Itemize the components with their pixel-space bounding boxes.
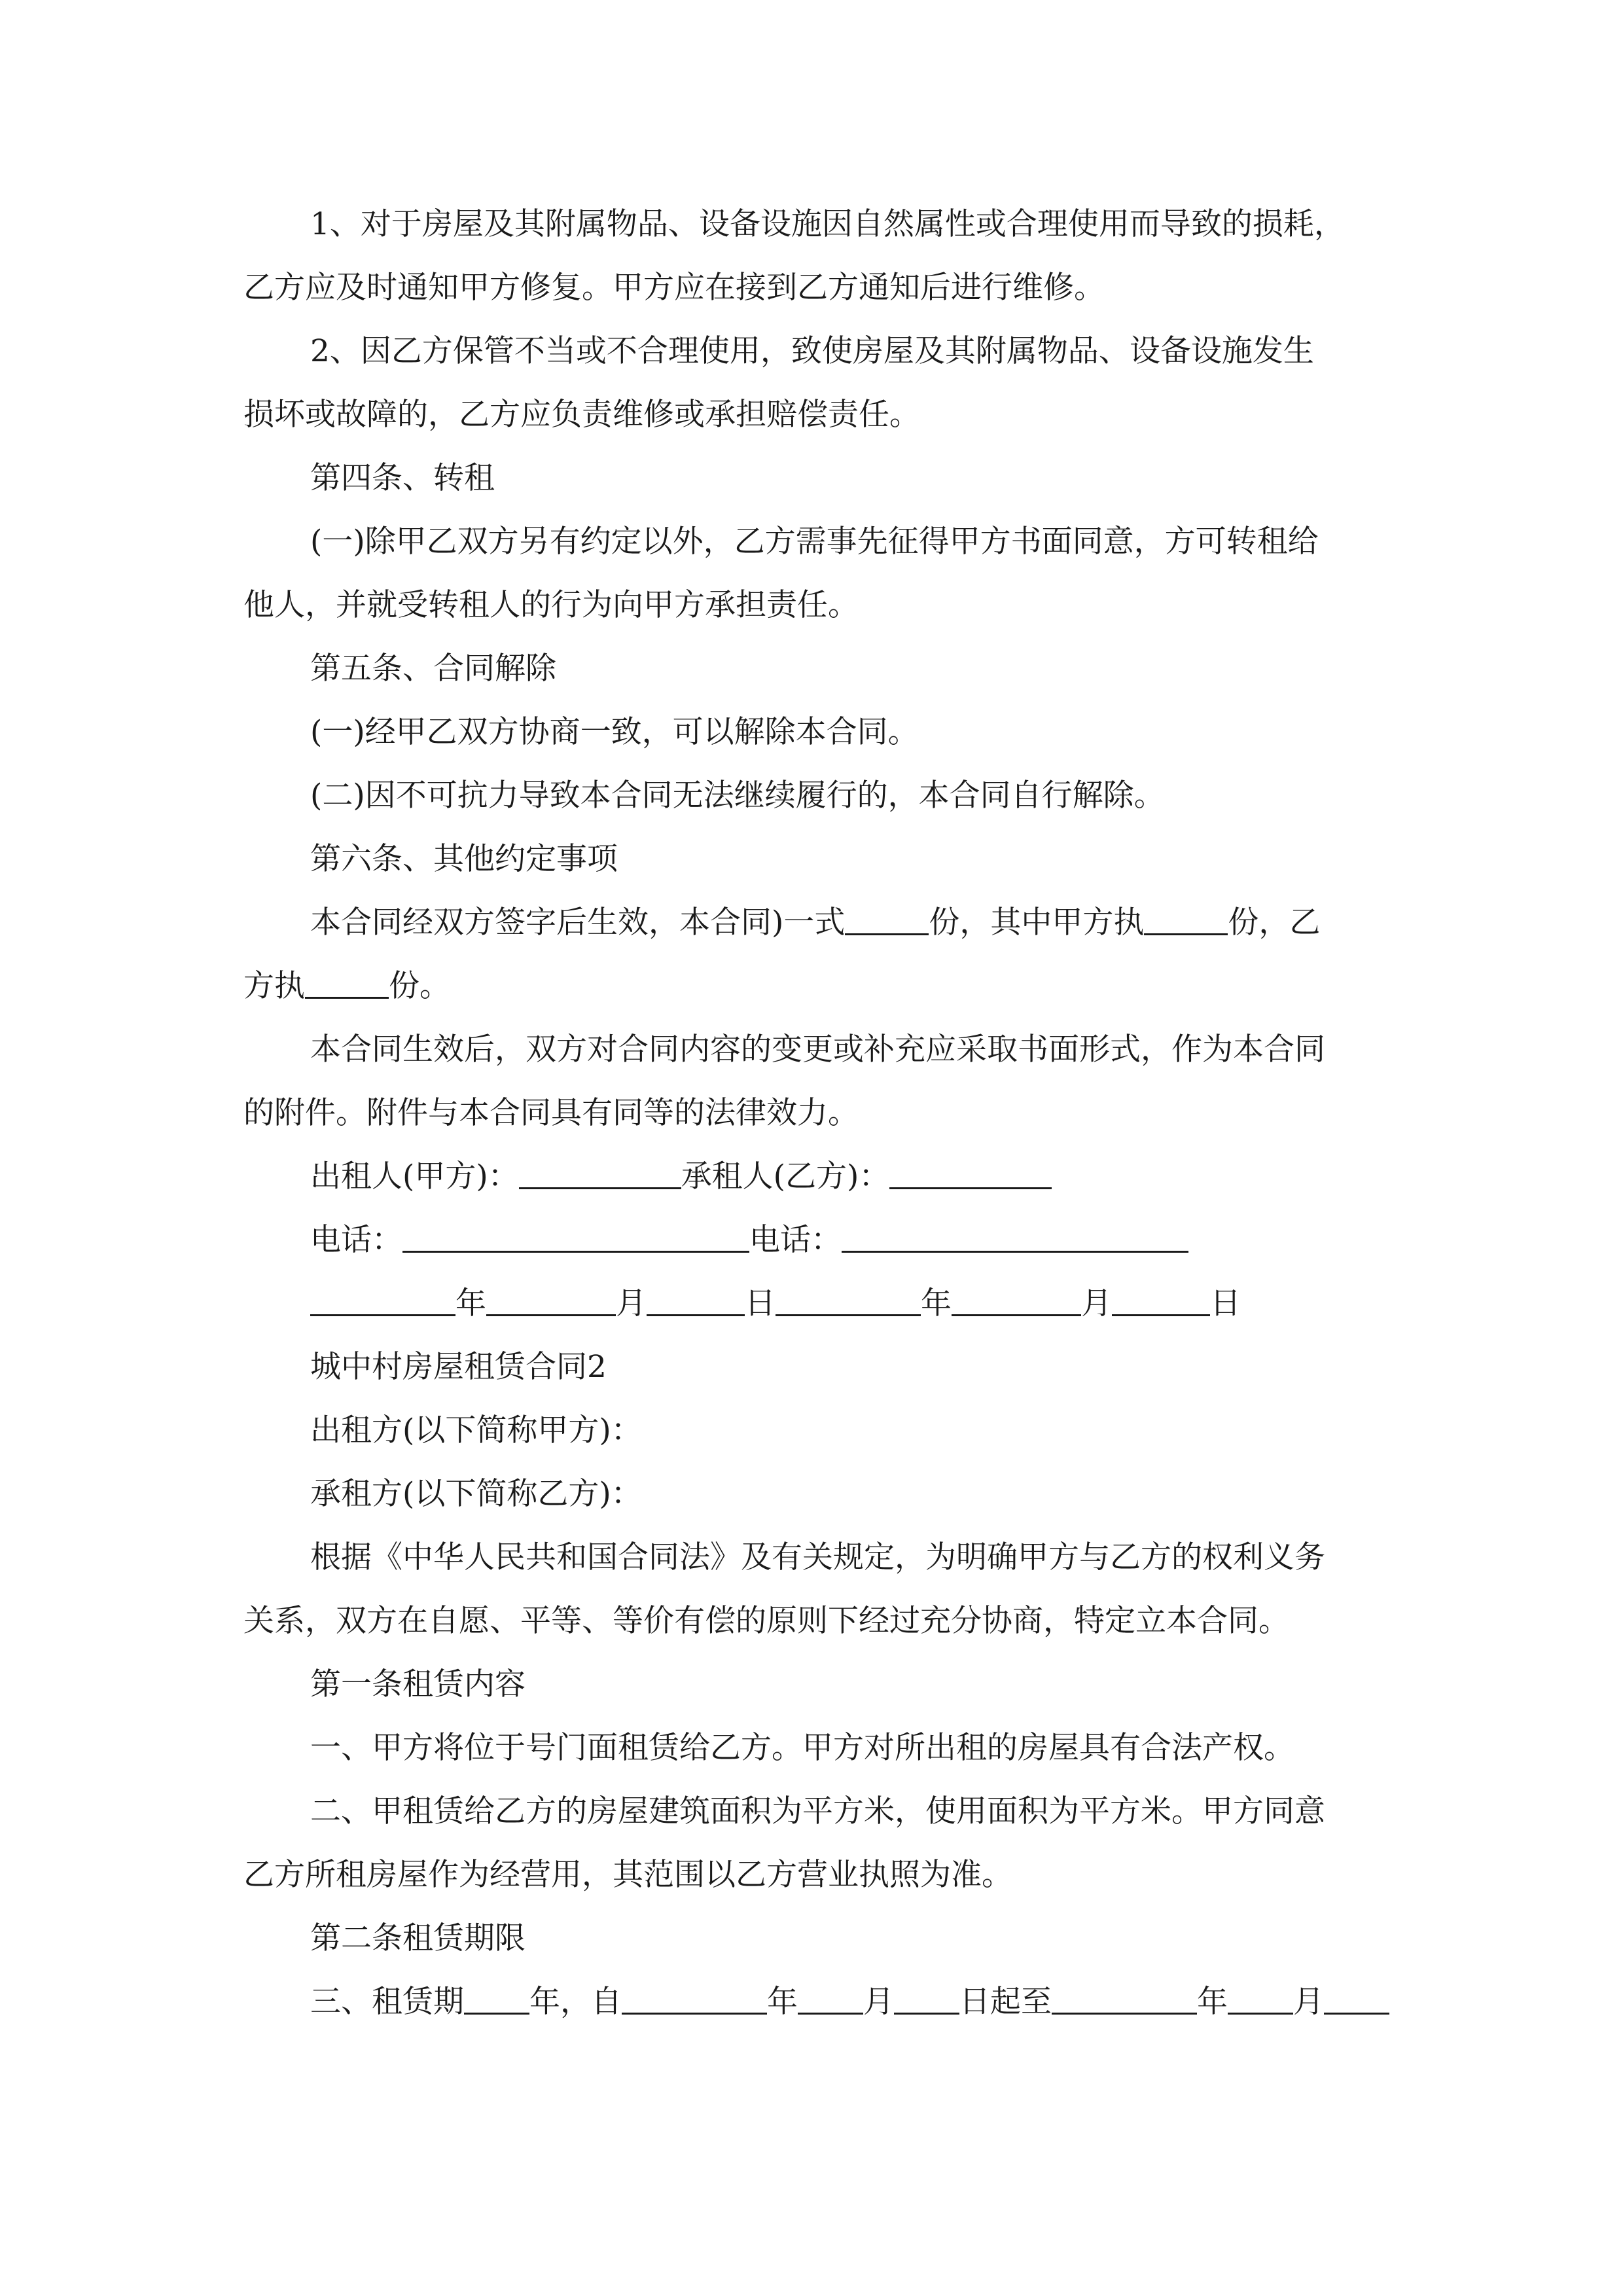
contract-2-article-1-item-2-line-2: 乙方所租房屋作为经营用，其范围以乙方营业执照为准。 (243, 1857, 1012, 1893)
article-6-para-line-1: 本合同生效后，双方对合同内容的变更或补充应采取书面形式，作为本合同 (310, 1031, 1325, 1067)
article-5-item-1: (一)经甲乙双方协商一致，可以解除本合同。 (310, 714, 919, 750)
contract-2-lessee: 承租方(以下简称乙方)： (310, 1476, 642, 1512)
term-text-f: 年 (1197, 1984, 1228, 2020)
date-b-day: 日 (1210, 1285, 1241, 1321)
signature-parties-line (310, 1157, 1052, 1196)
copies-party-b-blank[interactable] (305, 971, 389, 999)
term-text-e: 日起至 (959, 1984, 1052, 2020)
date-b-day-blank[interactable] (1112, 1288, 1210, 1316)
repair-clause-2-line-1: 2、因乙方保管不当或不合理使用，致使房屋及其附属物品、设备设施发生 (310, 333, 1314, 369)
term-text-a: 三、租赁期 (310, 1984, 464, 2020)
term-end-day-blank[interactable] (1324, 1986, 1389, 2015)
date-b-month: 月 (1081, 1285, 1112, 1321)
copies-text-d: 方执 (243, 968, 305, 1004)
term-text-d: 月 (863, 1984, 894, 2020)
article-6-copies-line-1 (310, 903, 1320, 942)
copies-text-c: 份，乙 (1228, 905, 1321, 941)
term-text-b: 年，自 (529, 1984, 622, 2020)
term-end-year-blank[interactable] (1052, 1986, 1197, 2015)
article-4-para-line-1: (一)除甲乙双方另有约定以外，乙方需事先征得甲方书面同意，方可转租给 (310, 524, 1319, 560)
lessor-blank[interactable] (519, 1161, 681, 1189)
contract-2-article-1-item-2-line-1: 二、甲租赁给乙方的房屋建筑面积为平方米，使用面积为平方米。甲方同意 (310, 1793, 1325, 1829)
article-4-heading: 第四条、转租 (310, 460, 495, 496)
date-b-year: 年 (921, 1285, 952, 1321)
date-a-month: 月 (616, 1285, 647, 1321)
article-4-para-line-2: 他人，并就受转租人的行为向甲方承担责任。 (243, 587, 859, 623)
phone-a-blank[interactable] (402, 1225, 749, 1253)
phone-label-b: 电话： (749, 1222, 842, 1258)
repair-clause-1-line-1: 1、对于房屋及其附属物品、设备设施因自然属性或合理使用而导致的损耗， (310, 206, 1345, 242)
date-b-month-blank[interactable] (952, 1288, 1081, 1316)
signature-date-line (310, 1284, 1241, 1323)
article-5-heading: 第五条、合同解除 (310, 651, 556, 687)
copies-party-a-blank[interactable] (1144, 907, 1228, 935)
term-start-day-blank[interactable] (894, 1986, 959, 2015)
term-end-month-blank[interactable] (1228, 1986, 1293, 2015)
phone-b-blank[interactable] (842, 1225, 1188, 1253)
copies-text-a: 本合同经双方签字后生效，本合同)一式 (310, 905, 846, 941)
term-text-g: 月 (1293, 1984, 1324, 2020)
lessor-label: 出租人(甲方)： (310, 1158, 519, 1194)
term-start-month-blank[interactable] (798, 1986, 863, 2015)
date-a-day-blank[interactable] (647, 1288, 745, 1316)
article-5-item-2: (二)因不可抗力导致本合同无法继续履行的，本合同自行解除。 (310, 778, 1165, 814)
term-start-year-blank[interactable] (622, 1986, 767, 2015)
date-a-month-blank[interactable] (486, 1288, 616, 1316)
contract-2-term-line (310, 1982, 1389, 2022)
lessee-label: 承租人(乙方)： (681, 1158, 890, 1194)
contract-2-title: 城中村房屋租赁合同2 (310, 1349, 607, 1385)
date-a-year-blank[interactable] (310, 1288, 455, 1316)
article-6-para-line-2: 的附件。附件与本合同具有同等的法律效力。 (243, 1095, 859, 1131)
date-a-day: 日 (745, 1285, 776, 1321)
contract-2-article-1-item-1: 一、甲方将位于号门面租赁给乙方。甲方对所出租的房屋具有合法产权。 (310, 1730, 1294, 1766)
term-text-c: 年 (767, 1984, 798, 2020)
copies-text-e: 份。 (389, 968, 450, 1004)
date-b-year-blank[interactable] (776, 1288, 921, 1316)
article-6-heading: 第六条、其他约定事项 (310, 841, 618, 877)
contract-2-intro-line-2: 关系，双方在自愿、平等、等价有偿的原则下经过充分协商，特定立本合同。 (243, 1603, 1289, 1639)
contract-2-article-2-heading: 第二条租赁期限 (310, 1920, 526, 1956)
copies-total-blank[interactable] (845, 907, 929, 935)
lessee-blank[interactable] (889, 1161, 1052, 1189)
article-6-copies-line-2 (243, 967, 450, 1006)
contract-2-intro-line-1: 根据《中华人民共和国合同法》及有关规定，为明确甲方与乙方的权利义务 (310, 1539, 1325, 1575)
signature-phone-line (310, 1221, 1188, 1260)
repair-clause-2-line-2: 损坏或故障的，乙方应负责维修或承担赔偿责任。 (243, 397, 920, 433)
term-years-blank[interactable] (464, 1986, 529, 2015)
contract-2-lessor: 出租方(以下简称甲方)： (310, 1412, 642, 1448)
phone-label-a: 电话： (310, 1222, 402, 1258)
copies-text-b: 份，其中甲方执 (929, 905, 1145, 941)
date-a-year: 年 (455, 1285, 486, 1321)
repair-clause-1-line-2: 乙方应及时通知甲方修复。甲方应在接到乙方通知后进行维修。 (243, 270, 1105, 306)
contract-2-article-1-heading: 第一条租赁内容 (310, 1666, 526, 1702)
